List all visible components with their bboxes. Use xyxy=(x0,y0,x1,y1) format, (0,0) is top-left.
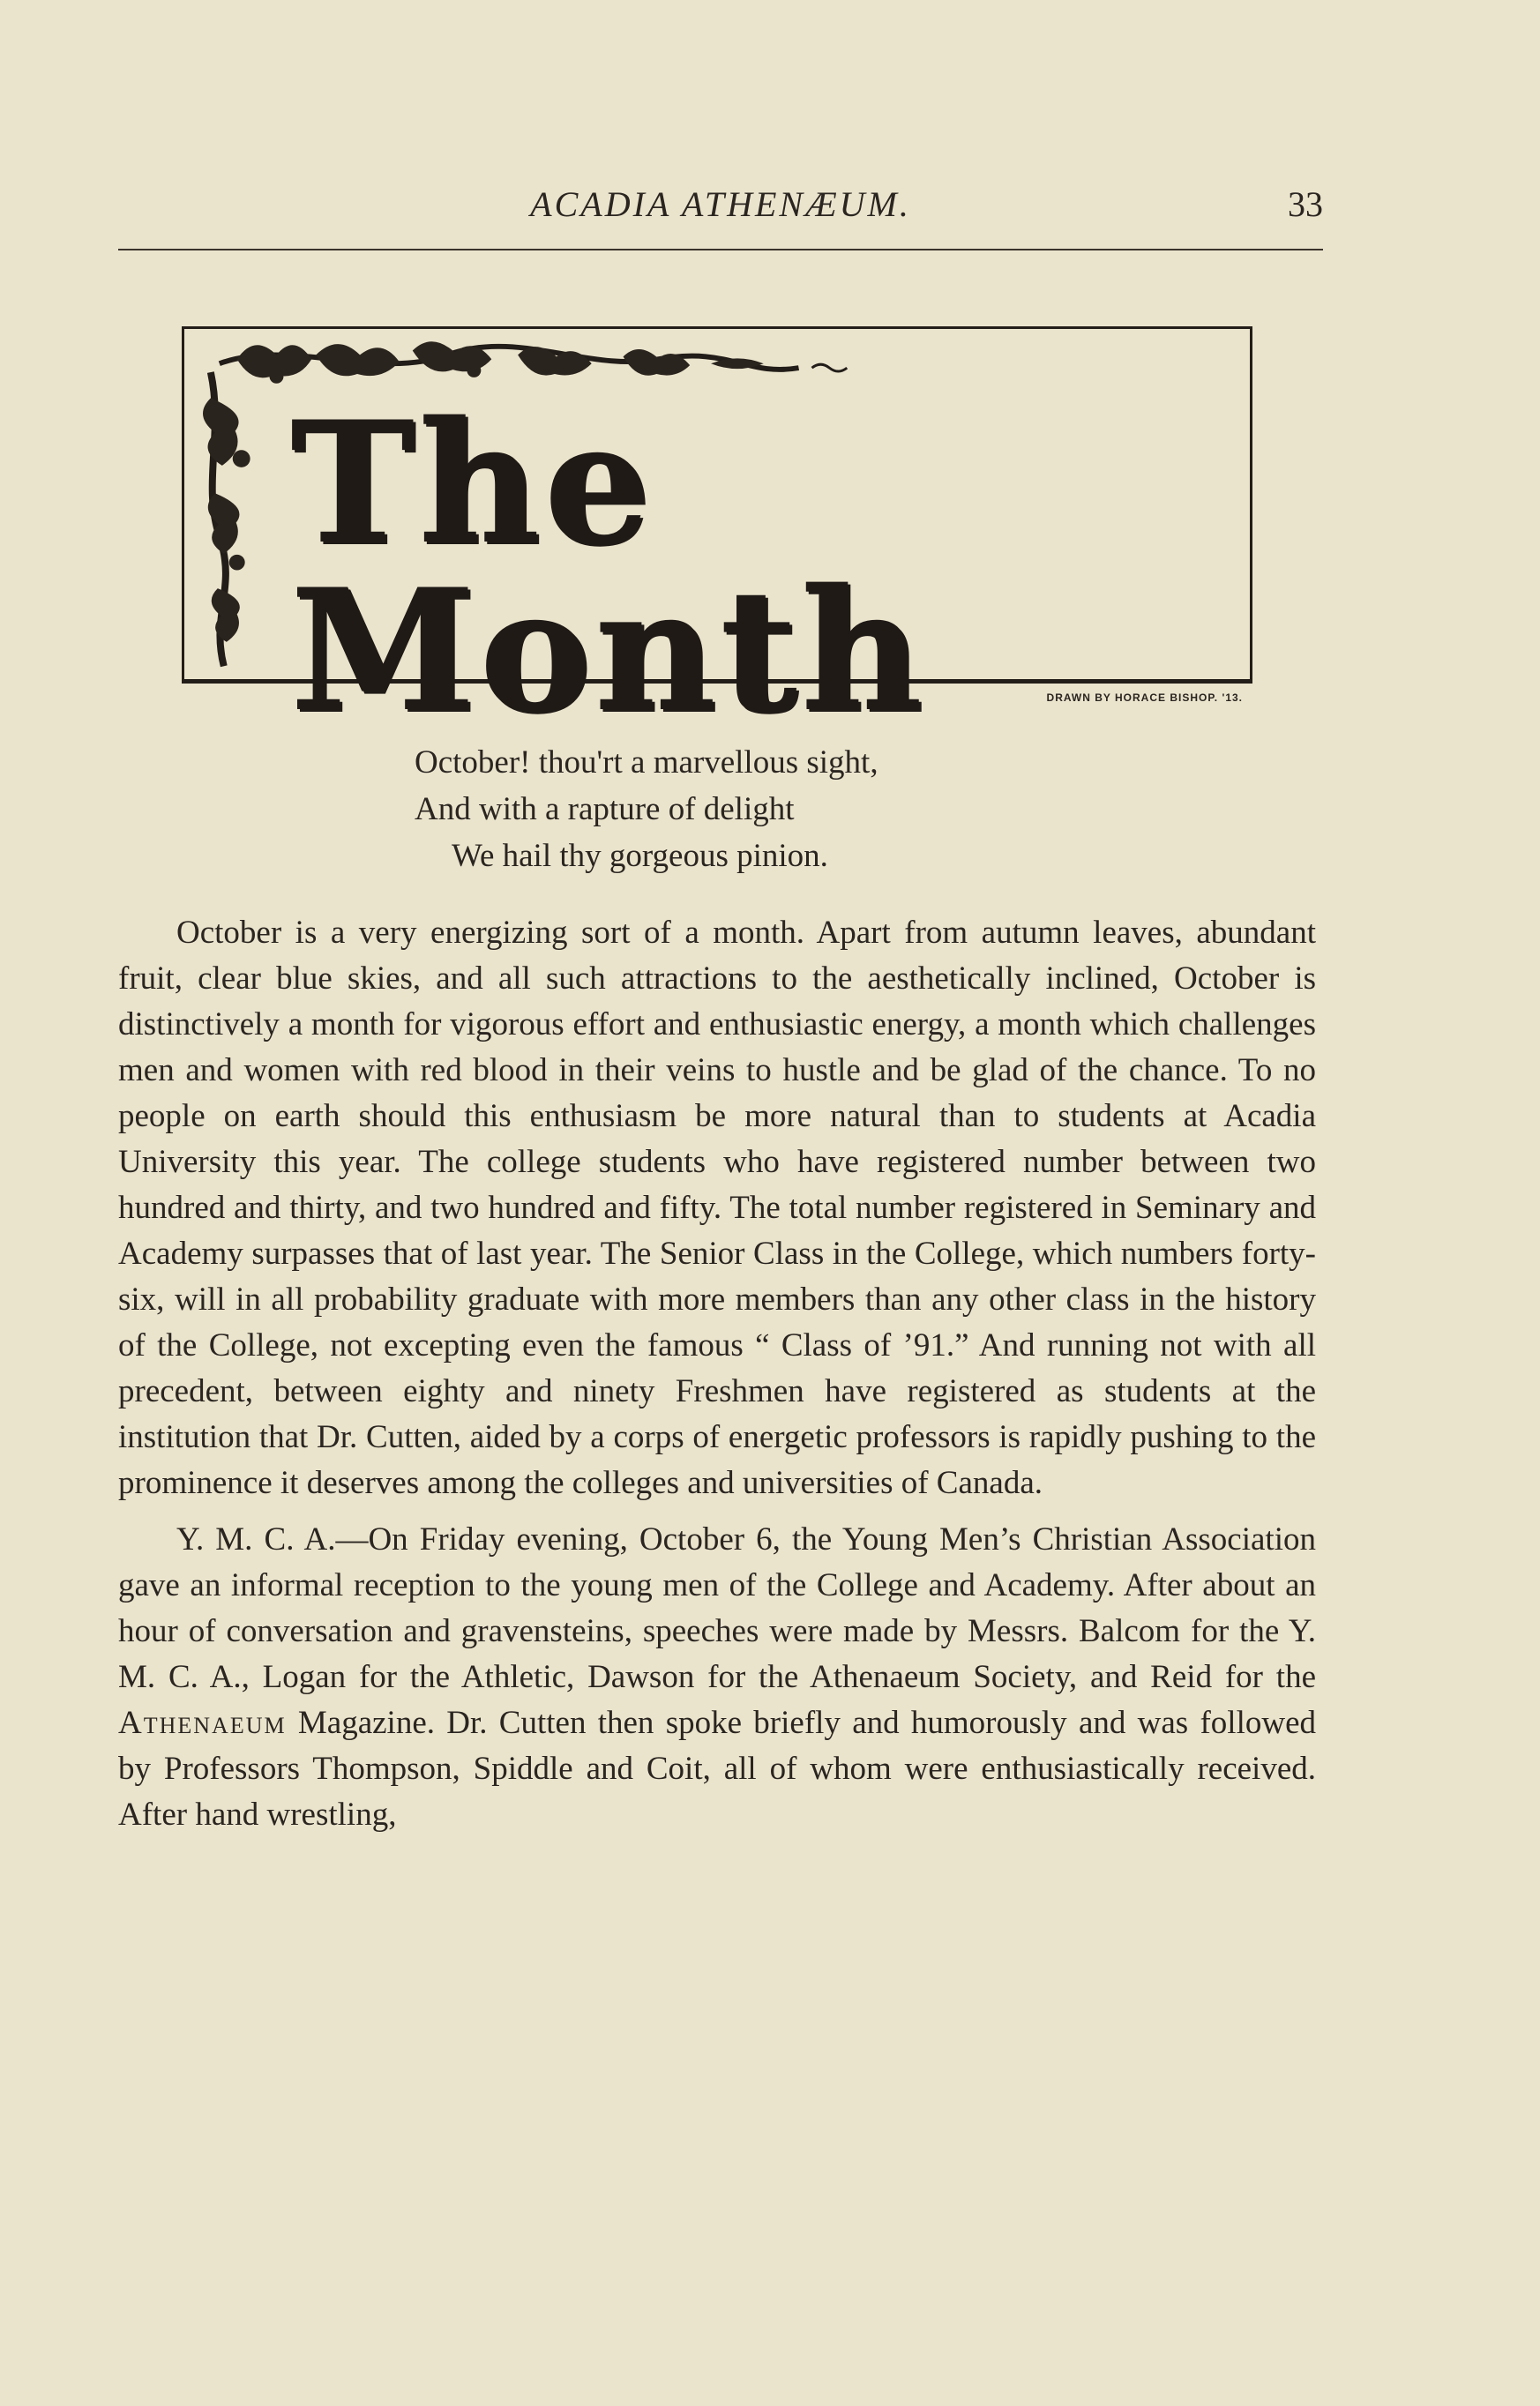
page-number: 33 xyxy=(1288,184,1323,224)
verse-line: And with a rapture of delight xyxy=(415,791,795,827)
verse xyxy=(415,739,878,879)
paragraph-october: October is a very energizing sort of a month. Apart from autumn leaves, abundant fruit, clear blue skies, and all such attractions to the aesthetically inclined, October is distinctively a month for vigorous effort and enthusiastic energy, a month which challenges men and women with red blood in their veins to hustle and be glad of the chance. To no people on earth should this enthusiasm be more natural than to students at Acadia University this year. The college students who have registered number between two hundred and thirty, and two hundred and fifty. The total number registered in Seminary and Academy surpasses that of last year. The Senior Class in the College, which numbers forty-six, will in all probability graduate with more members than any other class in the history of the College, not excepting even the famous “ Class of ’91.” And running not with all precedent, between eighty and ninety Freshmen have registered as students at the institution that Dr. Cutten, aided by a corps of energetic professors is rapidly pushing to the prominence it deserves among the colleges and universities of Canada. xyxy=(118,915,1316,1501)
banner-credit: DRAWN BY HORACE BISHOP. '13. xyxy=(1046,691,1243,704)
paragraph-ymca xyxy=(118,1517,1316,1838)
paragraph-ymca-part1: Y. M. C. A.—On Friday evening, October 6, the Young Men’s Christian Association gave an informal reception to the young men of the College and Academy. After about an hour of conversation and gravensteins, speeches were made by Messrs. Balcom for the Y. M. C. A., Logan for the Athletic, Dawson for the Athenaeum Society, and Reid for the xyxy=(118,1521,1316,1695)
header-rule xyxy=(118,249,1323,250)
running-title: ACADIA ATHENÆUM. xyxy=(530,184,911,224)
banner-title: The Month xyxy=(290,385,927,749)
verse-line: We hail thy gorgeous pinion. xyxy=(452,838,828,874)
the-month-banner xyxy=(182,326,1252,749)
body-text xyxy=(118,910,1316,1849)
paragraph-ymca-part2: Magazine. Dr. Cutten then spoke briefly and humorously and was followed by Professors Thompson, Spiddle and Coit, all of whom were enthusiastically received. After hand wrestling, xyxy=(118,1705,1316,1833)
verse-line: October! thou'rt a marvellous sight, xyxy=(415,744,878,781)
page-header xyxy=(118,176,1323,238)
athenaeum-smallcaps: Athenaeum xyxy=(118,1705,287,1741)
